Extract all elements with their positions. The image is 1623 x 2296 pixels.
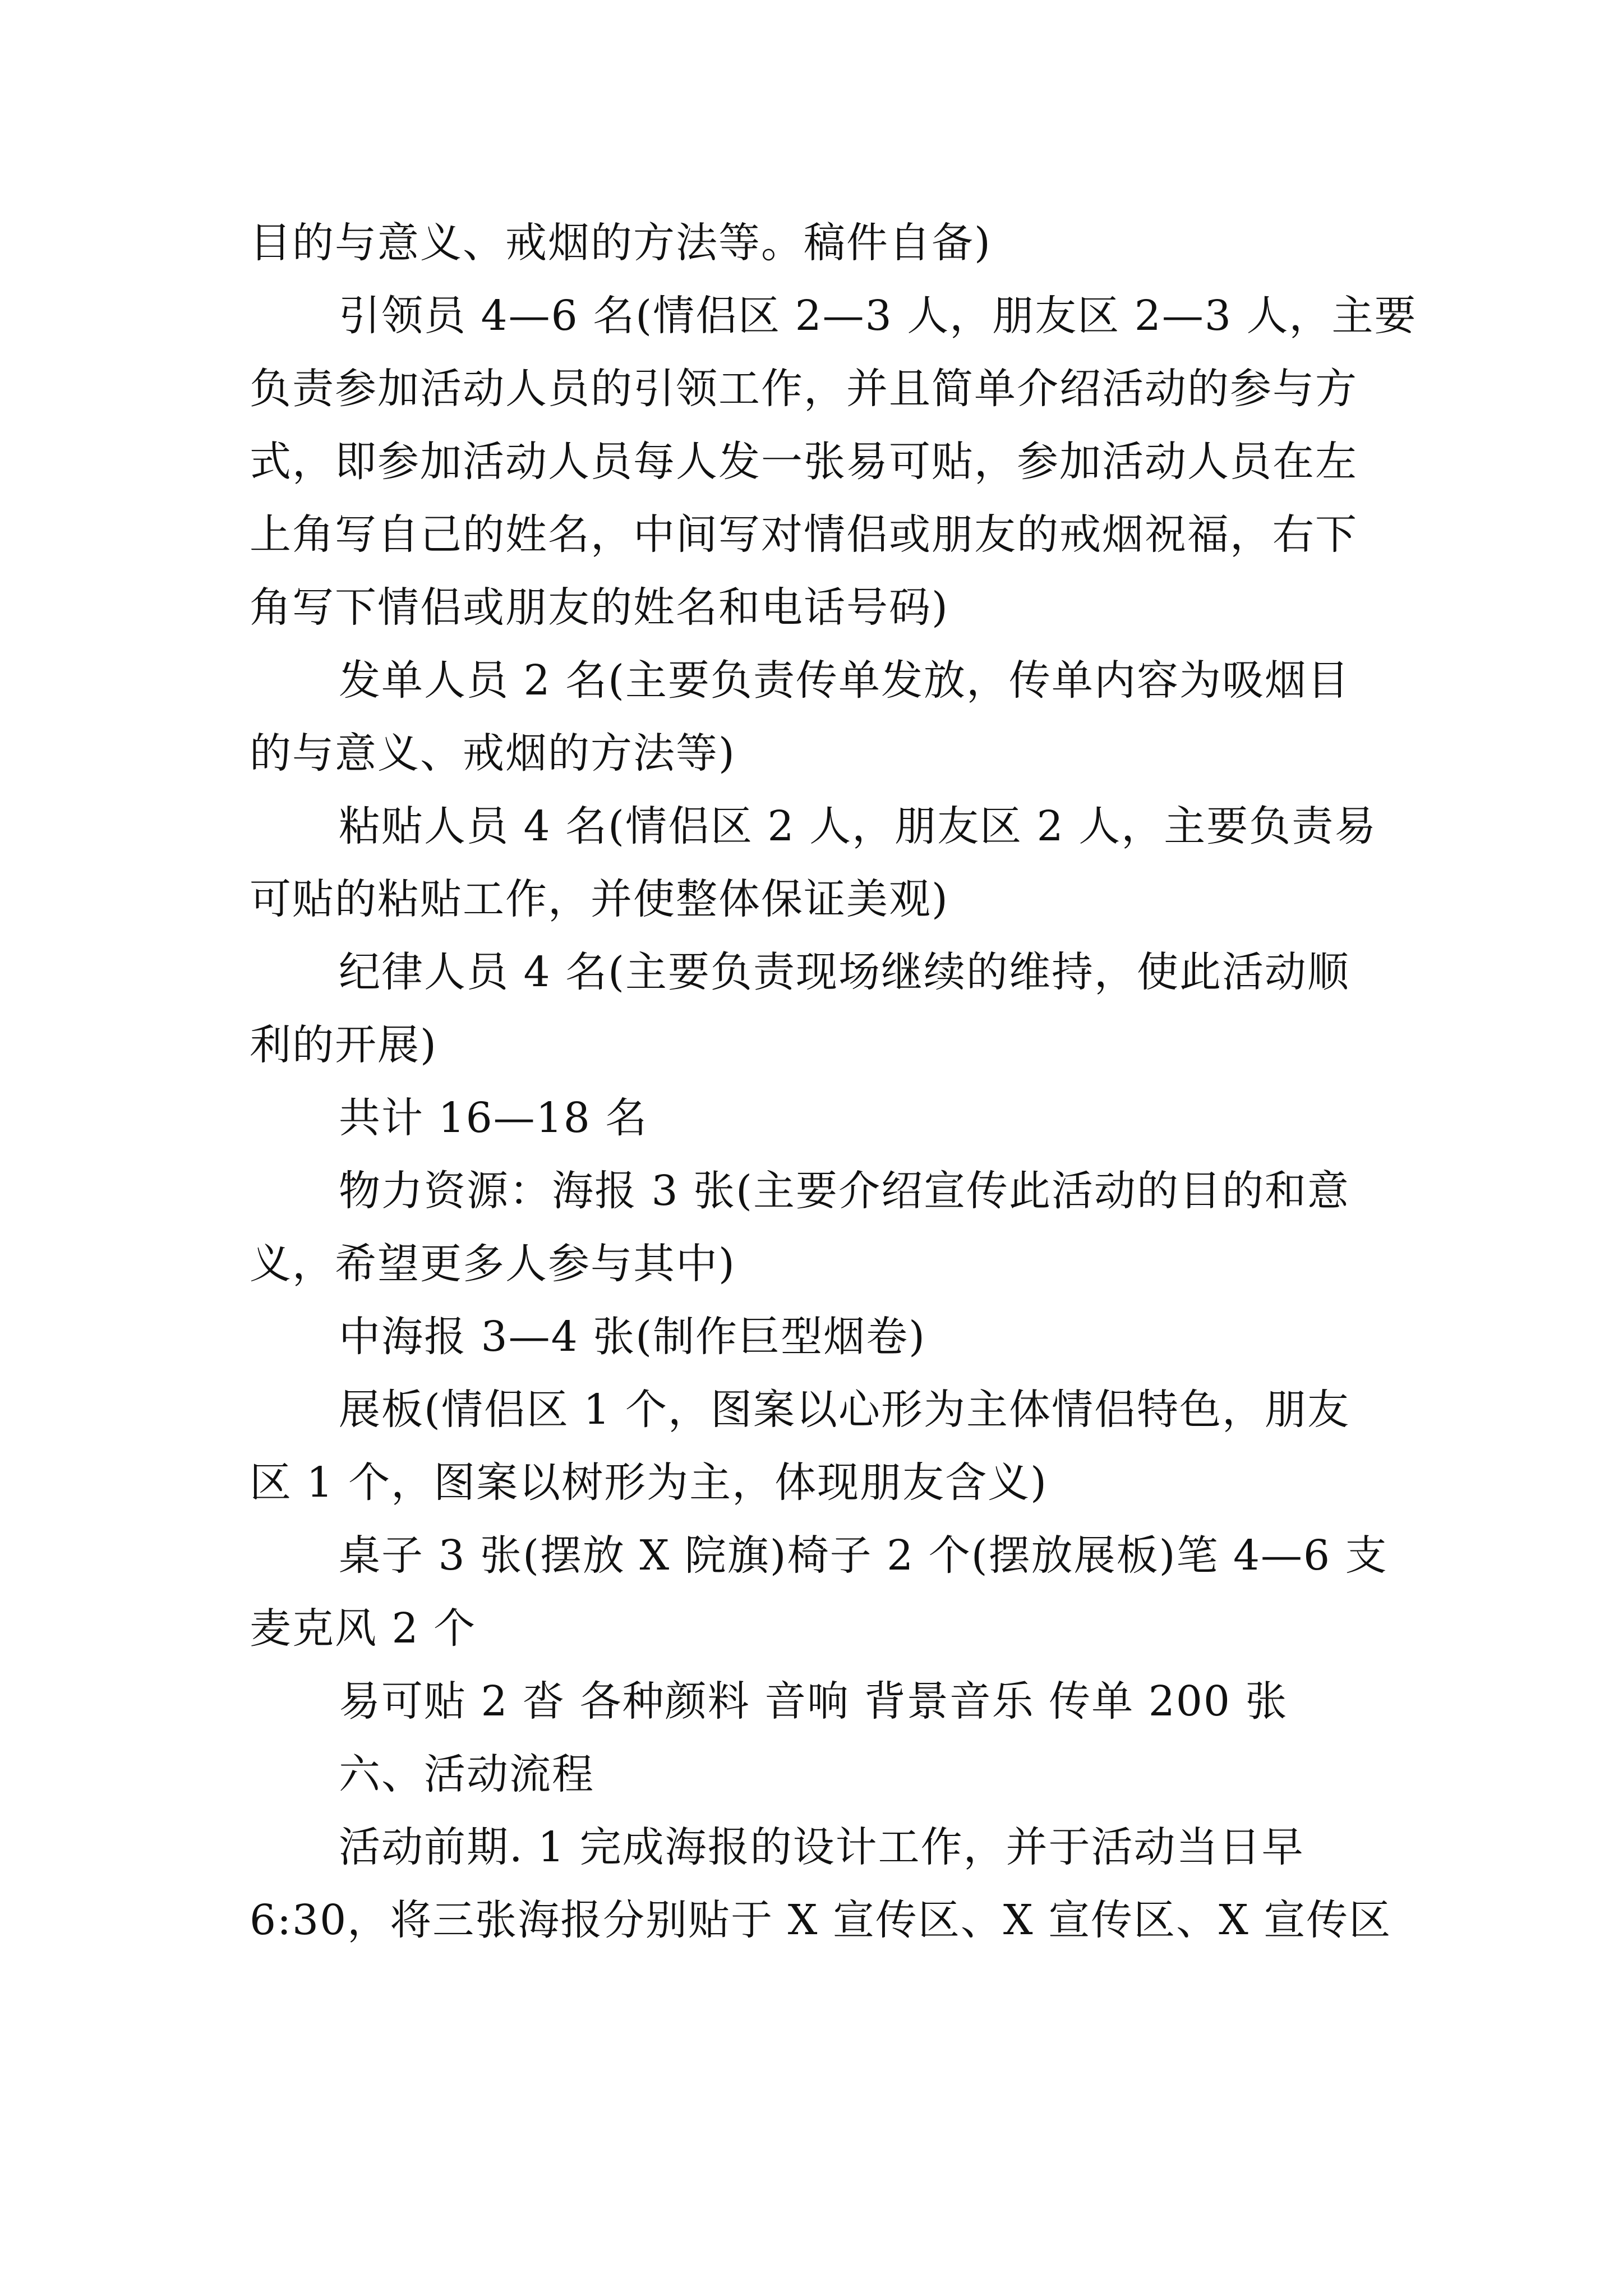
text-line-17: 展板(情侣区 1 个，图案以心形为主体情侣特色，朋友	[339, 1386, 1350, 1434]
text-line-2: 引领员 4—6 名(情侣区 2—3 人，朋友区 2—3 人，主要	[339, 292, 1417, 340]
text-line-1: 目的与意义、戒烟的方法等。稿件自备)	[250, 219, 992, 267]
text-line-3: 负责参加活动人员的引领工作，并且简单介绍活动的参与方	[250, 365, 1358, 413]
text-line-23: 活动前期. 1 完成海报的设计工作，并于活动当日早	[339, 1823, 1304, 1871]
text-line-15: 义，希望更多人参与其中)	[250, 1240, 736, 1288]
text-line-6: 角写下情侣或朋友的姓名和电话号码)	[250, 583, 949, 632]
text-line-13: 共计 16—18 名	[339, 1094, 648, 1142]
text-line-4: 式，即参加活动人员每人发一张易可贴，参加活动人员在左	[250, 438, 1358, 486]
text-line-16: 中海报 3—4 张(制作巨型烟卷)	[339, 1313, 926, 1361]
text-line-21: 易可贴 2 沓 各种颜料 音响 背景音乐 传单 200 张	[339, 1677, 1288, 1726]
text-line-8: 的与意义、戒烟的方法等)	[250, 729, 736, 777]
text-line-22: 六、活动流程	[339, 1750, 594, 1798]
text-line-19: 桌子 3 张(摆放 X 院旗)椅子 2 个(摆放展板)笔 4—6 支	[339, 1531, 1388, 1580]
text-line-7: 发单人员 2 名(主要负责传单发放，传单内容为吸烟目	[339, 656, 1350, 705]
text-line-9: 粘贴人员 4 名(情侣区 2 人，朋友区 2 人，主要负责易	[339, 802, 1377, 850]
text-line-14: 物力资源：海报 3 张(主要介绍宣传此活动的目的和意	[339, 1167, 1350, 1215]
text-line-24: 6:30，将三张海报分别贴于 X 宣传区、X 宣传区、X 宣传区	[250, 1896, 1392, 1944]
text-line-18: 区 1 个，图案以树形为主，体现朋友含义)	[250, 1458, 1048, 1507]
text-line-11: 纪律人员 4 名(主要负责现场继续的维持，使此活动顺	[339, 948, 1350, 996]
text-line-20: 麦克风 2 个	[250, 1604, 477, 1653]
text-line-5: 上角写自己的姓名，中间写对情侣或朋友的戒烟祝福，右下	[250, 510, 1358, 559]
text-line-10: 可贴的粘贴工作，并使整体保证美观)	[250, 875, 949, 923]
text-line-12: 利的开展)	[250, 1021, 437, 1069]
